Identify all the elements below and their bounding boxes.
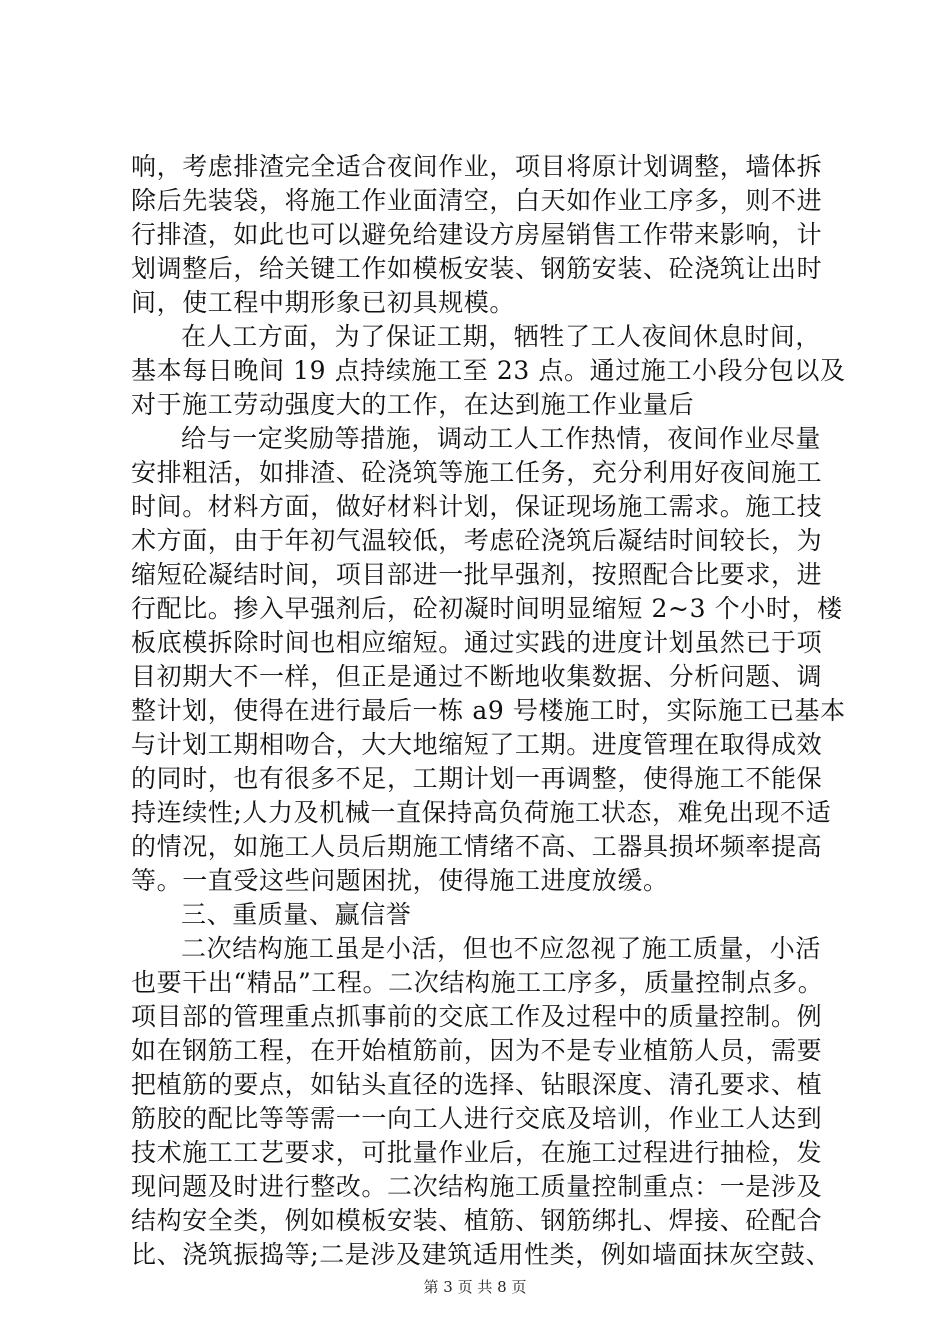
text-line: 的情况，如施工人员后期施工情绪不高、工器具损坏频率提高 xyxy=(131,832,823,861)
text-line: 缩短砼凝结时间，项目部进一批早强剂，按照配合比要求，进 xyxy=(131,560,823,589)
text-line: 筋胶的配比等等需一一向工人进行交底及培训，作业工人达到 xyxy=(131,1104,823,1133)
paragraph-start-line: 二次结构施工虽是小活，但也不应忽视了施工质量，小活 xyxy=(181,934,822,963)
text-line: 基本每日晚间 19 点持续施工至 23 点。通过施工小段分包以及 xyxy=(131,356,846,385)
text-line: 安排粗活，如排渣、砼浇筑等施工任务，充分利用好夜间施工 xyxy=(131,458,823,487)
text-line: 项目部的管理重点抓事前的交底工作及过程中的质量控制。例 xyxy=(131,1002,823,1031)
section-heading: 三、重质量、赢信誉 xyxy=(181,900,412,929)
text-line: 结构安全类，例如模板安装、植筋、钢筋绑扎、焊接、砼配合 xyxy=(131,1206,823,1235)
text-line: 响，考虑排渣完全适合夜间作业，项目将原计划调整，墙体拆 xyxy=(131,152,823,181)
text-line: 与计划工期相吻合，大大地缩短了工期。进度管理在取得成效 xyxy=(131,730,823,759)
text-line: 行配比。掺入早强剂后，砼初凝时间明显缩短 2~3 个小时，楼 xyxy=(131,594,843,623)
text-line: 的同时，也有很多不足，工期计划一再调整，使得施工不能保 xyxy=(131,764,823,793)
text-line: 也要干出“精品”工程。二次结构施工工序多，质量控制点多。 xyxy=(131,968,824,997)
text-line: 划调整后，给关键工作如模板安装、钢筋安装、砼浇筑让出时 xyxy=(131,254,823,283)
text-line: 整计划，使得在进行最后一栋 a9 号楼施工时，实际施工已基本 xyxy=(131,696,846,725)
text-line: 技术施工工艺要求，可批量作业后，在施工过程进行抽检，发 xyxy=(131,1138,823,1167)
text-line: 如在钢筋工程，在开始植筋前，因为不是专业植筋人员，需要 xyxy=(131,1036,823,1065)
text-line: 目初期大不一样，但正是通过不断地收集数据、分析问题、调 xyxy=(131,662,823,691)
text-line: 持连续性;人力及机械一直保持高负荷施工状态，难免出现不适 xyxy=(131,798,832,827)
text-line: 等。一直受这些问题困扰，使得施工进度放缓。 xyxy=(131,866,669,895)
text-line: 术方面，由于年初气温较低，考虑砼浇筑后凝结时间较长，为 xyxy=(131,526,823,555)
text-line: 把植筋的要点，如钻头直径的选择、钻眼深度、清孔要求、植 xyxy=(131,1070,823,1099)
text-line: 行排渣，如此也可以避免给建设方房屋销售工作带来影响，计 xyxy=(131,220,823,249)
page-number-footer: 第 3 页 共 8 页 xyxy=(423,1278,527,1296)
text-line: 现问题及时进行整改。二次结构施工质量控制重点：一是涉及 xyxy=(131,1172,823,1201)
text-line: 除后先装袋，将施工作业面清空，白天如作业工序多，则不进 xyxy=(131,186,823,215)
text-line: 比、浇筑振捣等;二是涉及建筑适用性类，例如墙面抹灰空鼓、 xyxy=(131,1240,832,1269)
paragraph-start-line: 在人工方面，为了保证工期，牺牲了工人夜间休息时间， xyxy=(181,322,822,351)
text-line: 对于施工劳动强度大的工作，在达到施工作业量后 xyxy=(131,390,695,419)
paragraph-start-line: 给与一定奖励等措施，调动工人工作热情，夜间作业尽量 xyxy=(181,424,822,453)
text-line: 时间。材料方面，做好材料计划，保证现场施工需求。施工技 xyxy=(131,492,823,521)
text-line: 间，使工程中期形象已初具规模。 xyxy=(131,288,516,317)
text-line: 板底模拆除时间也相应缩短。通过实践的进度计划虽然已于项 xyxy=(131,628,823,657)
